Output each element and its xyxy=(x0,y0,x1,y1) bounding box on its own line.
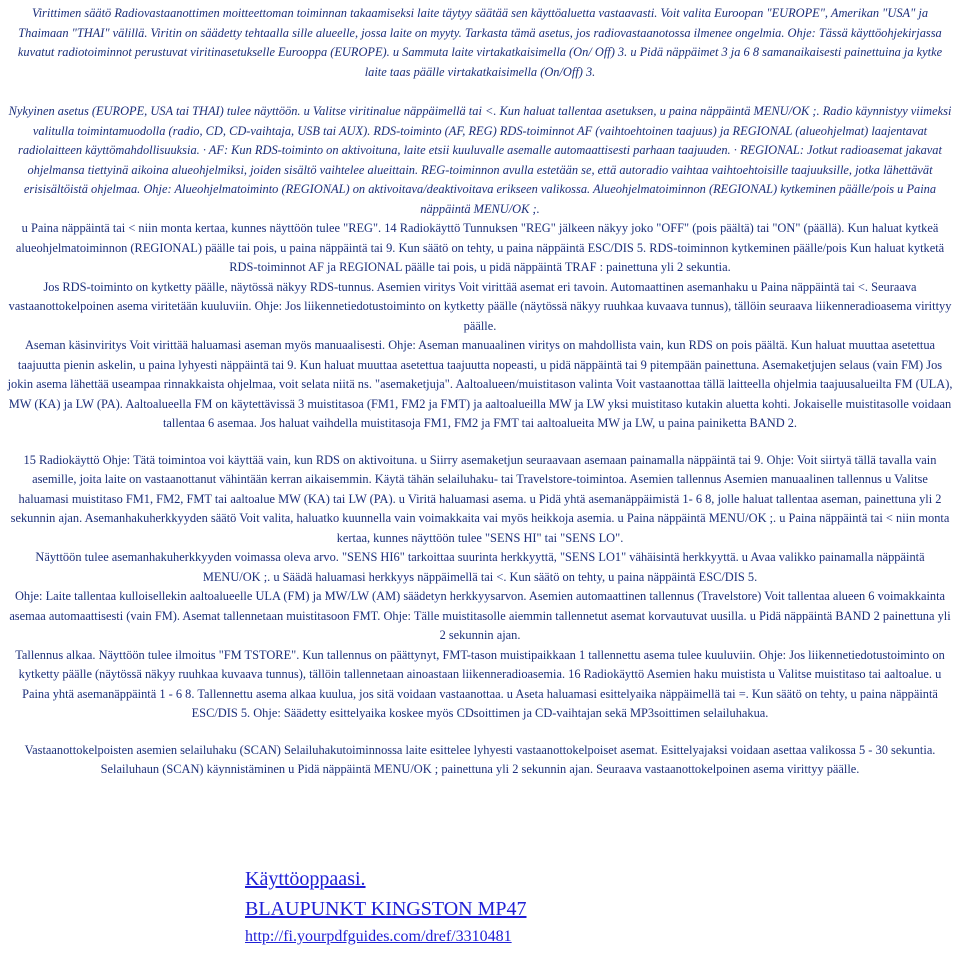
paragraph-recall: Tallennus alkaa. Näyttöön tulee ilmoitus "FM TSTORE". Kun tallennus on päättynyt, FMT-tason muistipaikkaan 1 tallennettu asema tulee kuuluviin. Ohje: Jos liikennetiedotustoiminto on kytketty päälle (näytössä näkyy ruuhkaa kuvaava tunnus), tällöin tallennetaan ainoastaan liikenneradioasemia. 16 Radiokäyttö Asemien haku muistista u Valitse muistitaso tai aaltoalue. u Paina yhtä asemanäppäintä 1 - 6 8. Tallennettu asema alkaa kuulua, jos sitä voidaan vastaanottaa. u Aseta haluamasi esittelyaika näppäimellä tai =. Kun säätö on tehty, u paina näppäintä ESC/DIS 5. Ohje: Säädetty esittelyaika koskee myös CDsoittimen ja CD-vaihtajan sekä MP3soittimen selailuhakua. xyxy=(15,647,945,720)
paragraph-station-search: Jos RDS-toiminto on kytketty päälle, näytössä näkyy RDS-tunnus. Asemien viritys Voit virittää asemat eri tavoin. Automaattinen asemanhaku u Paina näppäintä tai <. Seuraava vastaanottokelpoinen asema viritetään kuuluviin. Ohje: Jos liikennetiedotustoiminto on kytketty päälle (näytössä näkyy ruuhkaa kuvaava tunnus), tällöin seuraava liikenneradioasema virittyy päälle. xyxy=(8,279,952,333)
paragraph-reg-toggle: u Paina näppäintä tai < niin monta kertaa, kunnes näyttöön tulee "REG". 14 Radiokäyttö Tunnuksen "REG" jälkeen näkyy joko "OFF" (pois päältä) tai "ON" (päällä). Kun haluat kytkeä alueohjelmatoiminnon (REGIONAL) päälle tai pois, u paina näppäintä tai 9. Kun säätö on tehty, u paina näppäintä ESC/DIS 5. RDS-toiminnon kytkeminen päälle/pois Kun haluat kytketä RDS-toiminnot AF ja REGIONAL päälle tai pois, u pidä näppäintä TRAF : painettuna yli 2 sekuntia. xyxy=(15,221,945,274)
product-link[interactable]: BLAUPUNKT KINGSTON MP47 xyxy=(245,898,527,920)
paragraph-scan: Vastaanottokelpoisten asemien selailuhaku (SCAN) Selailuhakutoiminnossa laite esittelee lyhyesti vastaanottokelpoiset asemat. Esittelyajaksi voidaan asettaa valikossa 5 - 30 sekuntia. Selailuhaun (SCAN) käynnistäminen u Pidä näppäintä MENU/OK ; painettuna yli 2 sekunnin ajan. Seuraava vastaanottokelpoinen asema virittyy päälle. xyxy=(24,742,936,776)
paragraph-manual-tuning: Aseman käsinviritys Voit virittää haluamasi aseman myös manuaalisesti. Ohje: Aseman manuaalinen viritys on mahdollista vain, kun RDS on pois päältä. Kun haluat muuttaa asetettua taajuutta pienin askelin, u paina lyhyesti näppäintä tai 9. Kun haluat muuttaa asetettua taajuutta nopeasti, u pidä näppäintä tai 9 pitempään painettuna. Asemaketjujen selaus (vain FM) Jos jokin asema lähettää useampaa rinnakkaista ohjelmaa, voit selata niitä ns. "asemaketjuja". Aaltoalueen/muistitason valinta Voit vastaanottaa tällä laitteella ohjelmia taajuusalueilta FM (ULA), MW (KA) ja LW (PA). Aaltoalueella FM on käytettävissä 3 muistitasoa (FM1, FM2 ja FMT) ja aaltoalueilla MW ja LW yksi muistitaso kutakin aluetta kohti. Jokaiselle muistitasolle voidaan tallentaa 6 asemaa. Jos haluat vaihdella muistitasoja FM1, FM2 ja FMT tai aaltoalueita MW ja LW, u paina painiketta BAND 2. xyxy=(7,338,953,430)
source-url-link[interactable]: http://fi.yourpdfguides.com/dref/3310481 xyxy=(245,928,512,945)
guide-link[interactable]: Käyttöoppaasi. xyxy=(245,868,366,890)
paragraph-tuner-setting: Virittimen säätö Radiovastaanottimen moitteettoman toiminnan takaamiseksi laite täytyy säätää sen käyttöaluetta vastaavasti. Voit valita Euroopan "EUROPE", Amerikan "USA" ja Thaimaan "THAI" välillä. Viritin on säädetty tehtaalla sille alueelle, jossa laite on myyty. Tarkasta tämä asetus, jos radiovastaanotossa ilmenee ongelmia. Ohje: Tässä käyttöohjekirjassa kuvatut radiotoiminnot perustuvat viritinasetukselle Eurooppa (EUROPE). u Sammuta laite virtakatkaisimella (On/ Off) 3. u Pidä näppäimet 3 ja 6 8 samanaikaisesti painettuina ja kytke laite taas päälle virtakatkaisimella (On/Off) 3. xyxy=(17,6,943,79)
document-body xyxy=(6,4,954,780)
paragraph-station-storage: 15 Radiokäyttö Ohje: Tätä toimintoa voi käyttää vain, kun RDS on aktivoituna. u Siirry asemaketjun seuraavaan asemaan painamalla näppäintä tai 9. Ohje: Voit siirtyä tällä tavalla vain asemille, joita laite on vastaanottanut vähintään kerran aikaisemmin. Käytä tähän selailuhaku- tai Travelstore-toimintoa. Asemien tallennus Asemien manuaalinen tallennus u Valitse haluamasi muistitaso FM1, FM2, FMT tai aaltoalue MW (KA) tai LW (PA). u Viritä haluamasi asema. u Pidä yhtä asemanäppäimistä 1- 6 8, jolle haluat tallentaa aseman, painettuna yli 2 sekunnin ajan. Asemanhakuherkkyyden säätö Voit valita, haluatko kuunnella vain voimakkaita vai myös heikkoja asemia. u Paina näppäintä MENU/OK ;. u Paina näppäintä tai < niin monta kertaa, kunnes näyttöön tulee "SENS HI" tai "SENS LO". xyxy=(10,452,950,545)
paragraph-travelstore: Ohje: Laite tallentaa kulloisellekin aaltoalueelle ULA (FM) ja MW/LW (AM) säädetyn herkkyysarvon. Asemien automaattinen tallennus (Travelstore) Voit tallentaa alueen 6 voimakkainta asemaa automaattisesti (vain FM). Asemat tallennetaan muistitasoon FMT. Ohje: Tälle muistitasolle aiemmin tallennetut asemat korvautuvat uusilla. u Pidä näppäintä BAND 2 painettuna yli 2 sekunnin ajan. xyxy=(9,589,951,642)
paragraph-sensitivity: Näyttöön tulee asemanhakuherkkyyden voimassa oleva arvo. "SENS HI6" tarkoittaa suurinta herkkyyttä, "SENS LO1" vähäisintä herkkyyttä. u Avaa valikko painamalla näppäintä MENU/OK ;. u Säädä haluamasi herkkyys näppäimellä tai <. Kun säätö on tehty, u paina näppäintä ESC/DIS 5. xyxy=(35,550,925,584)
footer-links xyxy=(245,866,527,948)
paragraph-rds-regional: Nykyinen asetus (EUROPE, USA tai THAI) tulee näyttöön. u Valitse viritinalue näppäimellä tai <. Kun haluat tallentaa asetuksen, u paina näppäintä MENU/OK ;. Radio käynnistyy viimeksi valitulla toimintamuodolla (radio, CD, CD-vaihtaja, USB tai AUX). RDS-toiminto (AF, REG) RDS-toiminnot AF (vaihtoehtoinen taajuus) ja REGIONAL (alueohjelmat) laajentavat radiolaitteen käyttömahdollisuuksia. · AF: Kun RDS-toiminto on aktivoituna, laite etsii kuuluvalle asemalle automaattisesti parhaan taajuuden. · REGIONAL: Jotkut radioasemat jakavat ohjelmansa tiettyinä aikoina alueohjelmiksi, joiden sisältö vaihtelee alueittain. REG-toiminnon avulla estetään se, että autoradio vaihtaa vaihtoehtoisille taajuuksille, jotka lähettävät erisisältöistä ohjelmaa. Ohje: Alueohjelmatoiminto (REGIONAL) on aktivoitava/deaktivoitava erikseen valikossa. Alueohjelmatoiminnon (REGIONAL) kytkeminen päälle/pois u Paina näppäintä MENU/OK ;. xyxy=(8,104,952,216)
